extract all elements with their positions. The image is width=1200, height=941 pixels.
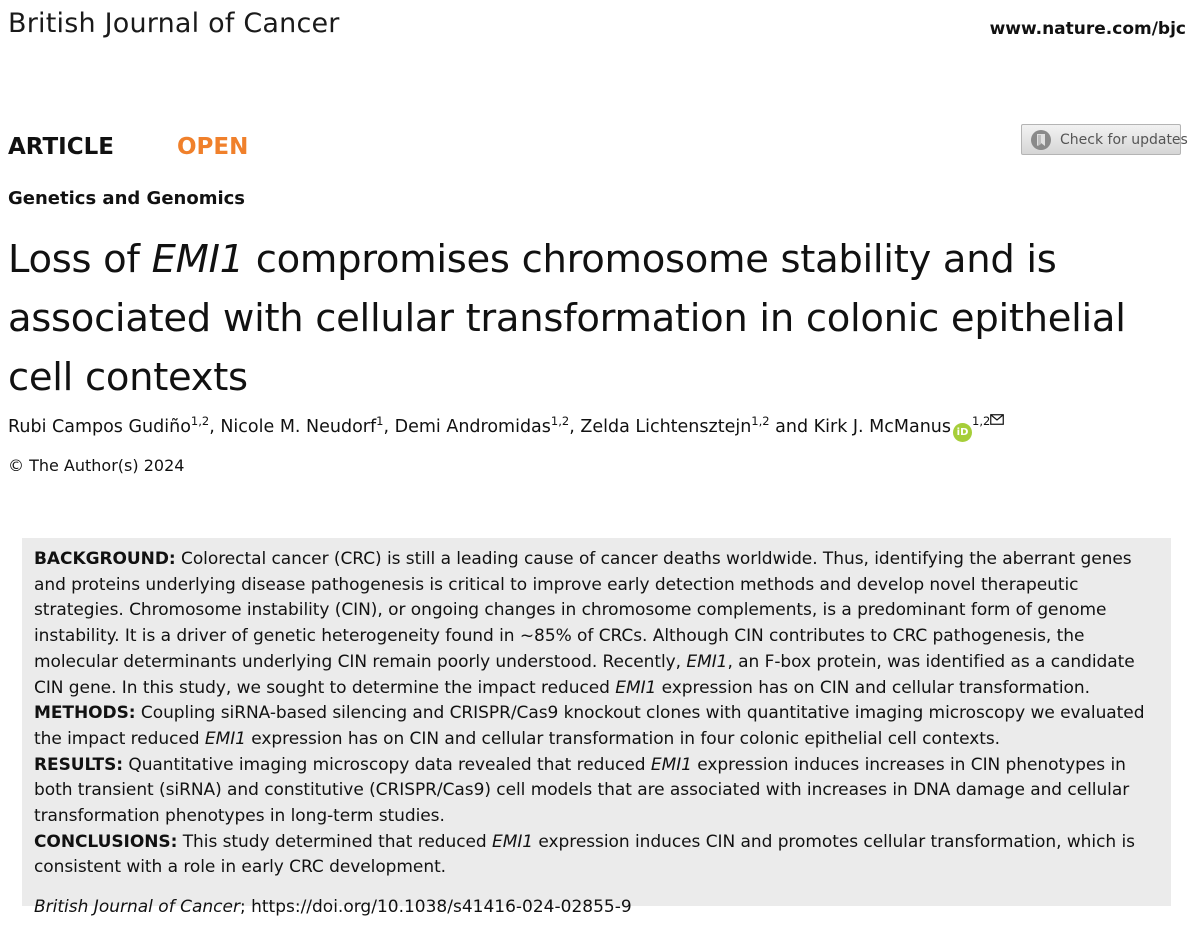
methods-text: Coupling siRNA-based silencing and CRISPR/Cas9 knockout clones with quantitative imaging microscopy we evaluated the impact reduced — [34, 703, 1145, 749]
author-affiliation: 1,2 — [190, 414, 210, 428]
methods-heading: METHODS: — [34, 703, 136, 724]
bookmark-icon — [1030, 129, 1052, 151]
background-text: Colorectal cancer (CRC) is still a leading cause of cancer deaths worldwide. Thus, identifying the aberrant genes and proteins underlying disease pathogenesis is critical to improve early detection methods and develop novel therapeutic strategies. Chromosome instability (CIN), or ongoing changes in chromosome complements, is a predominant form of genome instability. It is a driver of genetic heterogeneity found in ~85% of CRCs. Although CIN contributes to CRC pathogenesis, the molecular determinants underlying CIN remain poorly understood. Recently, — [34, 549, 1132, 672]
author-name[interactable]: Nicole M. Neudorf — [220, 416, 377, 437]
conclusions-text: expression induces CIN and promotes cellular transformation, which is consistent with a role in early CRC development. — [34, 831, 1135, 878]
author-name[interactable]: Zelda Lichtensztejn — [580, 416, 752, 437]
journal-name: British Journal of Cancer — [8, 8, 340, 39]
conclusions-gene: EMI1 — [492, 831, 534, 852]
author-affiliation: 1,2 — [751, 414, 770, 428]
author-affiliation: 1,2 — [550, 414, 570, 428]
author-list — [8, 406, 1004, 442]
abstract-results — [34, 753, 1157, 830]
author-name[interactable]: Kirk J. McManus — [813, 416, 952, 437]
author-name[interactable]: Demi Andromidas — [394, 416, 551, 437]
check-for-updates-button[interactable] — [1021, 124, 1188, 155]
title-prefix: Loss of — [8, 237, 152, 282]
results-heading: RESULTS: — [34, 754, 124, 775]
orcid-icon[interactable]: iD — [953, 423, 972, 442]
author-separator: and — [769, 416, 814, 437]
author-affiliation: 1 — [376, 414, 384, 428]
copyright-notice: © The Author(s) 2024 — [8, 456, 185, 475]
title-suffix: compromises chromosome stability and is associated with cellular transformation in colonic epithelial cell contexts — [8, 237, 1126, 400]
abstract-methods — [34, 701, 1157, 752]
author-name[interactable]: Rubi Campos Gudiño — [8, 416, 191, 437]
journal-url-link[interactable]: www.nature.com/bjc — [989, 19, 1186, 39]
citation-journal: British Journal of Cancer — [34, 897, 240, 918]
title-gene: EMI1 — [151, 237, 244, 282]
author-separator: , — [209, 416, 221, 437]
abstract-background — [34, 547, 1157, 701]
background-heading: BACKGROUND: — [34, 549, 176, 569]
methods-gene: EMI1 — [204, 728, 246, 749]
background-text: expression has on CIN and cellular transformation. — [656, 677, 1090, 698]
mail-icon[interactable] — [990, 406, 1004, 434]
conclusions-text: This study determined that reduced — [177, 831, 493, 852]
author-separator: , — [569, 416, 581, 437]
results-gene: EMI1 — [650, 754, 692, 775]
results-text: Quantitative imaging microscopy data revealed that reduced — [123, 754, 651, 775]
background-gene: EMI1 — [686, 651, 728, 672]
conclusions-heading: CONCLUSIONS: — [34, 831, 178, 852]
subject-category[interactable]: Genetics and Genomics — [8, 188, 246, 209]
author-separator: , — [383, 416, 395, 437]
abstract-panel — [22, 538, 1171, 918]
citation-line — [34, 895, 1157, 920]
background-gene: EMI1 — [615, 677, 657, 698]
author-affiliation: 1,2 — [972, 414, 991, 428]
results-text: expression induces increases in CIN phenotypes in both transient (siRNA) and constitutive (CRISPR/Cas9) cell models that are associated with increases in DNA damage and cellular transformation phenotypes in long-term studies. — [34, 754, 1130, 827]
background-text: , an F-box protein, was identified as a candidate CIN gene. In this study, we sought to determine the impact reduced — [34, 651, 1135, 698]
abstract-conclusions — [34, 830, 1157, 881]
check-for-updates-label: Check for updates — [1060, 131, 1188, 148]
open-access-label: OPEN — [177, 134, 249, 160]
article-title — [8, 230, 1193, 407]
citation-doi-link[interactable]: ; https://doi.org/10.1038/s41416-024-02855-9 — [239, 897, 632, 918]
article-type-label: ARTICLE — [8, 134, 114, 160]
methods-text: expression has on CIN and cellular transformation in four colonic epithelial cell contexts. — [245, 728, 1000, 749]
